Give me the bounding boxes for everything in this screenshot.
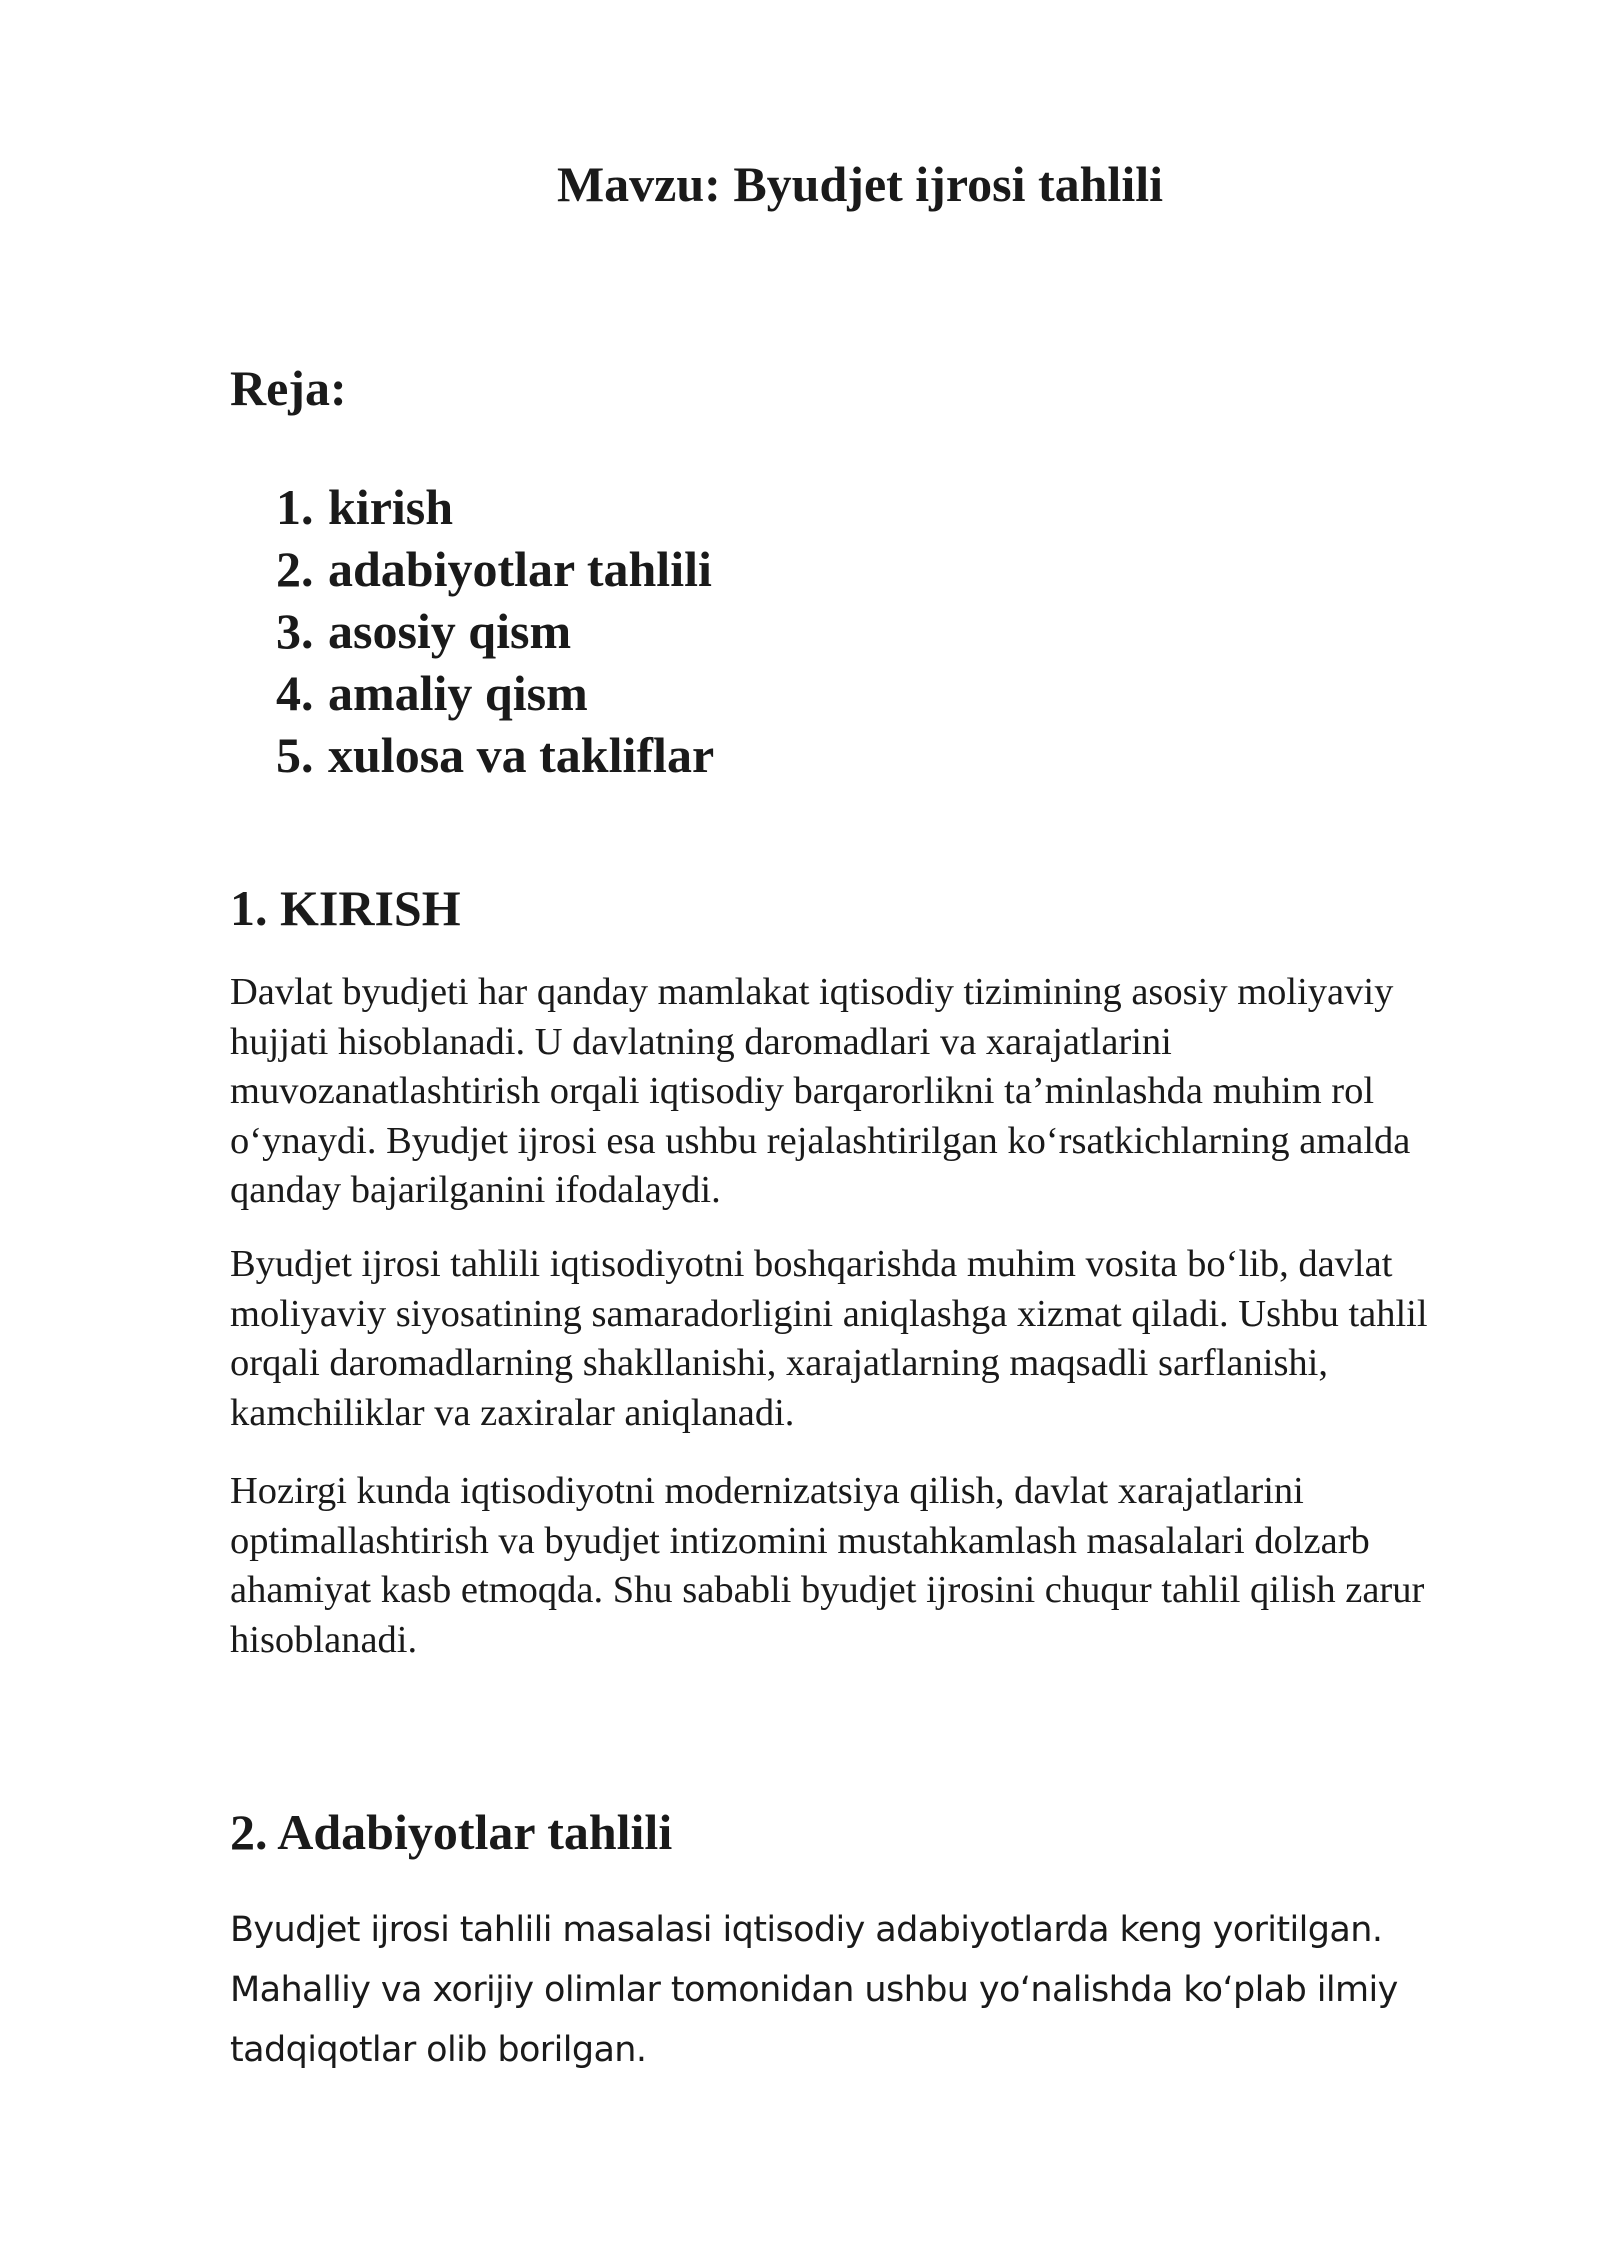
plan-item-number: 5.: [276, 727, 314, 783]
plan-item-number: 3.: [276, 603, 314, 659]
plan-item-text: asosiy qism: [328, 603, 572, 659]
kirish-paragraph-3: Hozirgi kunda iqtisodiyotni modernizatsiya qilish, davlat xarajatlarini optimallashtirish va byudjet intizomini mustahkamlash masalalari dolzarb ahamiyat kasb etmoqda. Shu sababli byudjet ijrosini chuqur tahlil qilish zarur hisoblanadi.: [230, 1470, 1425, 1661]
plan-item-number: 1.: [276, 479, 314, 535]
plan-item-number: 2.: [276, 541, 314, 597]
section-heading-adabiyotlar: 2. Adabiyotlar tahlili: [230, 1804, 673, 1860]
section-heading-kirish: 1. KIRISH: [230, 880, 461, 936]
document-title: Mavzu: Byudjet ijrosi tahlili: [556, 156, 1163, 212]
plan-item-text: kirish: [328, 479, 454, 535]
plan-item-text: adabiyotlar tahlili: [328, 541, 712, 597]
plan-label: Reja:: [230, 360, 347, 416]
plan-item: [276, 538, 714, 600]
plan-item: [276, 724, 714, 786]
plan-item: [276, 662, 714, 724]
plan-item: [276, 600, 714, 662]
plan-item-text: amaliy qism: [328, 665, 588, 721]
plan-item: [276, 476, 714, 538]
plan-list: [276, 476, 714, 786]
kirish-paragraph-1: Davlat byudjeti har qanday mamlakat iqtisodiy tizimining asosiy moliyaviy hujjati hisoblanadi. U davlatning daromadlari va xarajatlarini muvozanatlashtirish orqali iqtisodiy barqarorlikni ta’minlashda muhim rol o‘ynaydi. Byudjet ijrosi esa ushbu rejalashtirilgan ko‘rsatkichlarning amalda qanday bajarilganini ifodalaydi.: [230, 971, 1411, 1211]
adabiyotlar-paragraph-1: Byudjet ijrosi tahlili masalasi iqtisodiy adabiyotlarda keng yoritilgan. Mahalliy va xorijiy olimlar tomonidan ushbu yo‘nalishda ko‘plab ilmiy tadqiqotlar olib borilgan.: [230, 1910, 1398, 2070]
kirish-paragraph-2: Byudjet ijrosi tahlili iqtisodiyotni boshqarishda muhim vosita bo‘lib, davlat moliyaviy siyosatining samaradorligini aniqlashga xizmat qiladi. Ushbu tahlil orqali daromadlarning shakllanishi, xarajatlarning maqsadli sarflanishi, kamchiliklar va zaxiralar aniqlanadi.: [230, 1243, 1428, 1434]
plan-item-number: 4.: [276, 665, 314, 721]
plan-item-text: xulosa va takliflar: [328, 727, 715, 783]
